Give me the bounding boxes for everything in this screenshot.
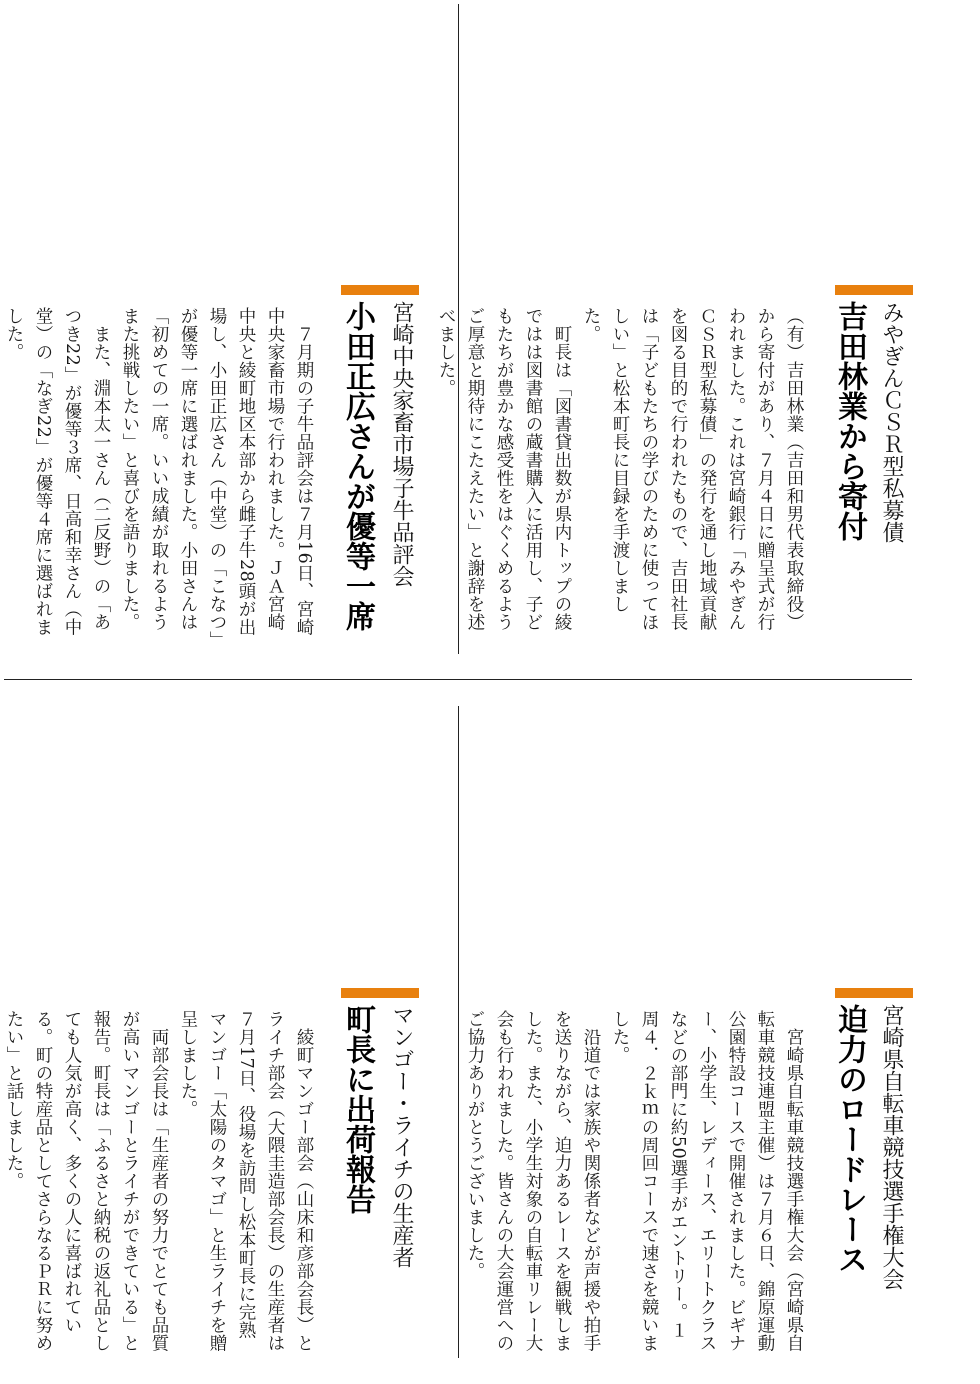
accent-bar [835,285,913,295]
article-kicker: 宮崎県自転車競技選手権大会 [879,1004,904,1290]
article-mango [4,988,423,1360]
article-body [465,1010,808,1355]
paragraph: また、淵本太一さん（二反野）の「あつき22」が優等３席、日高和幸さん（中堂）の「なぎ22」が優等４席に選ばれました。 [4,307,111,637]
paragraph: 宮崎県自転車競技選手権大会（宮崎県自転車競技連盟主催）は７月６日、錦原運動公園特設コースで開催されました。ビギナー、小学生、レディース、エリートクラスなどの部門に約50選手がエントリー。１周４．２ｋｍの周回コースで速さを競いました。 [610,1010,804,1352]
article-cycling [465,988,915,1360]
horizontal-divider [4,679,912,680]
accent-bar [835,988,913,998]
accent-bar [341,285,419,295]
article-body [4,307,318,647]
article-body [4,1010,318,1355]
paragraph: 沿道では家族や関係者などが声援や拍手を送りながら、迫力あるレースを観戦しました。また、小学生対象の自転車リレー大会も行われました。皆さんの大会運営へのご協力ありがとうございました。 [465,1010,601,1352]
article-donation [436,285,915,655]
article-kicker: マンゴー・ライチの生産者 [389,1004,414,1268]
article-body [436,307,808,647]
paragraph: 綾町マンゴー部会（山床和彦部会長）とライチ部会（大隈圭造部会長）の生産者は７月17日、役場を訪問し松本町長に完熟マンゴー「太陽のタマゴ」と生ライチを贈呈しました。 [178,1010,314,1352]
paragraph: 両部会長は「生産者の努力でとても品質が高いマンゴーとライチができている」と報告。町長は「ふるさと納税の返礼品としても人気が高く、多くの人に喜ばれている。町の特産品としてさらなるＰＲに努めたい」と話しました。 [4,1010,169,1352]
vertical-divider-bottom [458,706,459,1358]
paragraph: ７月期の子牛品評会は７月16日、宮崎中央家畜市場で行われました。ＪＡ宮崎中央と綾町地区本部から雌子牛28頭が出場し、小田正広さん（中堂）の「こなつ」が優等一席に選ばれました。小田さんは「初めての一席。いい成績が取れるようまた挑戦したい」と喜びを語りました。 [120,307,314,641]
article-headline: 迫力のロードレース [832,1004,867,1274]
paragraph: （有）吉田林業（吉田和男代表取締役）から寄付があり、７月４日に贈呈式が行われました。これは宮崎銀行「みやぎんＣＳＲ型私募債」の発行を通し地域貢献を図る目的で行われたもので、吉田社長は「子どもたちの学びのために使ってほしい」と松本町長に目録を手渡しました。 [581,307,804,631]
article-headline: 小田正広さんが優等一席 [340,301,375,631]
article-cattle [4,285,423,655]
paragraph: 町長は「図書貸出数が県内トップの綾ではは図書館の蔵書購入に活用し、子どもたちが豊かな感受性をはぐくめるようご厚意と期待にこたえたい」と謝辞を述べました。 [436,307,572,631]
article-headline: 町長に出荷報告 [340,1004,375,1214]
accent-bar [341,988,419,998]
article-headline: 吉田林業から寄付 [832,301,867,541]
article-kicker: みやぎんＣＳＲ型私募債 [879,301,904,543]
article-kicker: 宮崎中央家畜市場子牛品評会 [389,301,414,587]
